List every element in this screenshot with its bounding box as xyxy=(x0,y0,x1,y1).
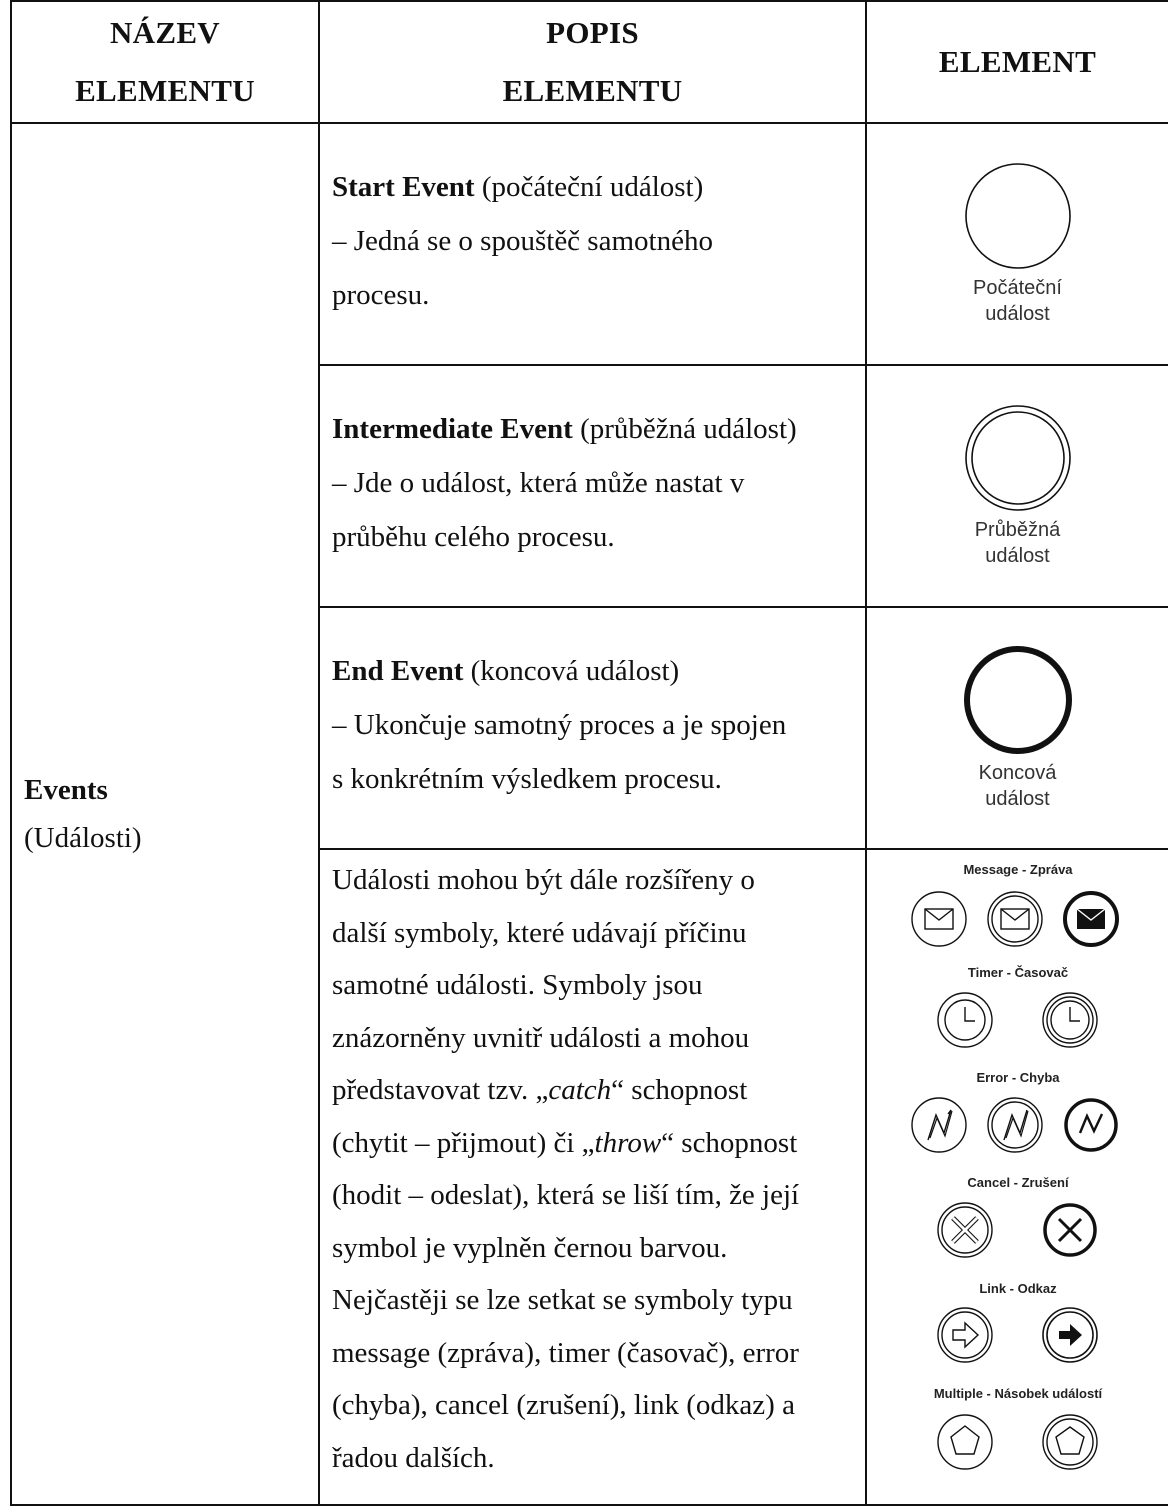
start-event-label xyxy=(867,275,1168,327)
symbols-text-line: (hodit – odeslat), která se liší tím, že její xyxy=(332,1179,800,1211)
start-event-label-line1: Počáteční xyxy=(973,277,1062,299)
bpmn-elements-table xyxy=(10,0,1168,1506)
timer-start-icon xyxy=(938,993,992,1047)
start-event-note: (počáteční událost) xyxy=(474,171,704,203)
end-event-label xyxy=(867,760,1168,812)
text-segment: “ schopnost xyxy=(661,1126,798,1159)
end-event-description xyxy=(319,607,866,849)
symbols-text-line: message (zpráva), timer (časovač), error xyxy=(332,1336,799,1369)
message-catch-intermediate-icon xyxy=(988,892,1042,946)
cancel-intermediate-icon xyxy=(938,1203,992,1257)
start-event-line1: – Jedná se o spouštěč samotného xyxy=(332,225,713,257)
end-event-label-line2: událost xyxy=(985,788,1050,810)
intermediate-event-double-circle-icon xyxy=(963,403,1073,513)
intermediate-event-line1: – Jde o událost, která může nastat v xyxy=(332,467,745,499)
link-symbol-title: Link - Odkaz xyxy=(978,1281,1057,1296)
intermediate-event-line2: průběhu celého procesu. xyxy=(332,521,615,553)
text-segment: “ schopnost xyxy=(611,1074,748,1106)
link-catch-icon xyxy=(938,1308,992,1362)
symbols-element-cell xyxy=(866,849,1168,1505)
events-name-cell xyxy=(11,123,319,1505)
symbols-text-line: znázorněny uvnitř události a mohou xyxy=(332,1021,750,1054)
intermediate-event-description xyxy=(319,365,866,607)
message-symbol-title: Message - Zpráva xyxy=(962,862,1073,877)
intermediate-event-title: Intermediate Event xyxy=(332,413,573,445)
start-event-line2: procesu. xyxy=(332,279,430,311)
header-name-line2: ELEMENTU xyxy=(75,73,255,108)
intermediate-event-note: (průběžná událost) xyxy=(572,413,797,445)
multiple-start-icon xyxy=(938,1415,992,1469)
catch-term: catch xyxy=(548,1074,612,1106)
text-segment: představovat tzv. „ xyxy=(332,1074,549,1106)
symbols-text-line: další symboly, které udávají příčinu xyxy=(332,916,747,949)
header-element-description xyxy=(319,1,866,123)
header-name-line1: NÁZEV xyxy=(109,15,220,50)
start-event-label-line2: událost xyxy=(985,303,1050,325)
symbols-text-line: samotné události. Symboly jsou xyxy=(332,969,703,1001)
cancel-symbol-title: Cancel - Zrušení xyxy=(966,1175,1069,1190)
multiple-symbol-title: Multiple - Násobek událostí xyxy=(933,1386,1102,1401)
end-event-line2: s konkrétním výsledkem procesu. xyxy=(332,763,722,795)
symbols-text-line: řadou dalších. xyxy=(332,1441,495,1474)
end-event-thick-circle-icon xyxy=(962,644,1074,756)
error-symbol-title: Error - Chyba xyxy=(975,1070,1060,1085)
timer-symbol-title: Timer - Časovač xyxy=(967,965,1068,980)
symbols-text-line: (chyba), cancel (zrušení), link (odkaz) a xyxy=(332,1389,795,1421)
intermediate-event-label-line2: událost xyxy=(985,545,1050,567)
events-subtitle: (Události) xyxy=(24,822,142,854)
symbols-text-line xyxy=(332,1064,859,1117)
header-desc-line1: POPIS xyxy=(546,15,639,50)
header-element-name xyxy=(11,1,319,123)
intermediate-event-label-line1: Průběžná xyxy=(974,519,1061,541)
row-start-event xyxy=(11,123,1168,365)
throw-term: throw xyxy=(594,1126,662,1159)
header-row xyxy=(11,1,1168,123)
symbols-text-line: Události mohou být dále rozšířeny o xyxy=(332,864,755,896)
header-element xyxy=(866,1,1168,123)
start-event-element-cell xyxy=(866,123,1168,365)
start-event-description xyxy=(319,123,866,365)
end-event-note: (koncová událost) xyxy=(463,655,680,687)
intermediate-event-label xyxy=(867,517,1168,569)
symbols-text-line xyxy=(332,1117,859,1170)
cancel-end-icon xyxy=(1045,1205,1095,1255)
text-segment: (chytit – přijmout) či „ xyxy=(332,1126,595,1159)
error-intermediate-icon xyxy=(988,1098,1042,1152)
start-event-title: Start Event xyxy=(332,171,475,203)
error-start-icon xyxy=(912,1098,966,1152)
header-element-label: ELEMENT xyxy=(938,44,1097,79)
link-throw-icon xyxy=(1043,1308,1097,1362)
event-symbols-figure xyxy=(868,850,1168,1500)
symbols-text-line: Nejčastěji se lze setkat se symboly typu xyxy=(332,1284,793,1316)
symbols-description xyxy=(319,849,866,1505)
message-throw-icon xyxy=(1065,893,1117,945)
end-event-title: End Event xyxy=(332,655,464,687)
header-desc-line2: ELEMENTU xyxy=(502,73,683,108)
end-event-line1: – Ukončuje samotný proces a je spojen xyxy=(332,709,787,741)
intermediate-event-element-cell xyxy=(866,365,1168,607)
message-catch-start-icon xyxy=(912,892,966,946)
end-event-element-cell xyxy=(866,607,1168,849)
end-event-label-line1: Koncová xyxy=(978,762,1057,784)
start-event-circle-icon xyxy=(963,161,1073,271)
timer-intermediate-icon xyxy=(1043,993,1097,1047)
symbols-text-line: symbol je vyplněn černou barvou. xyxy=(332,1231,728,1264)
error-end-icon xyxy=(1066,1100,1116,1150)
multiple-intermediate-icon xyxy=(1043,1415,1097,1469)
events-title: Events xyxy=(24,774,108,806)
